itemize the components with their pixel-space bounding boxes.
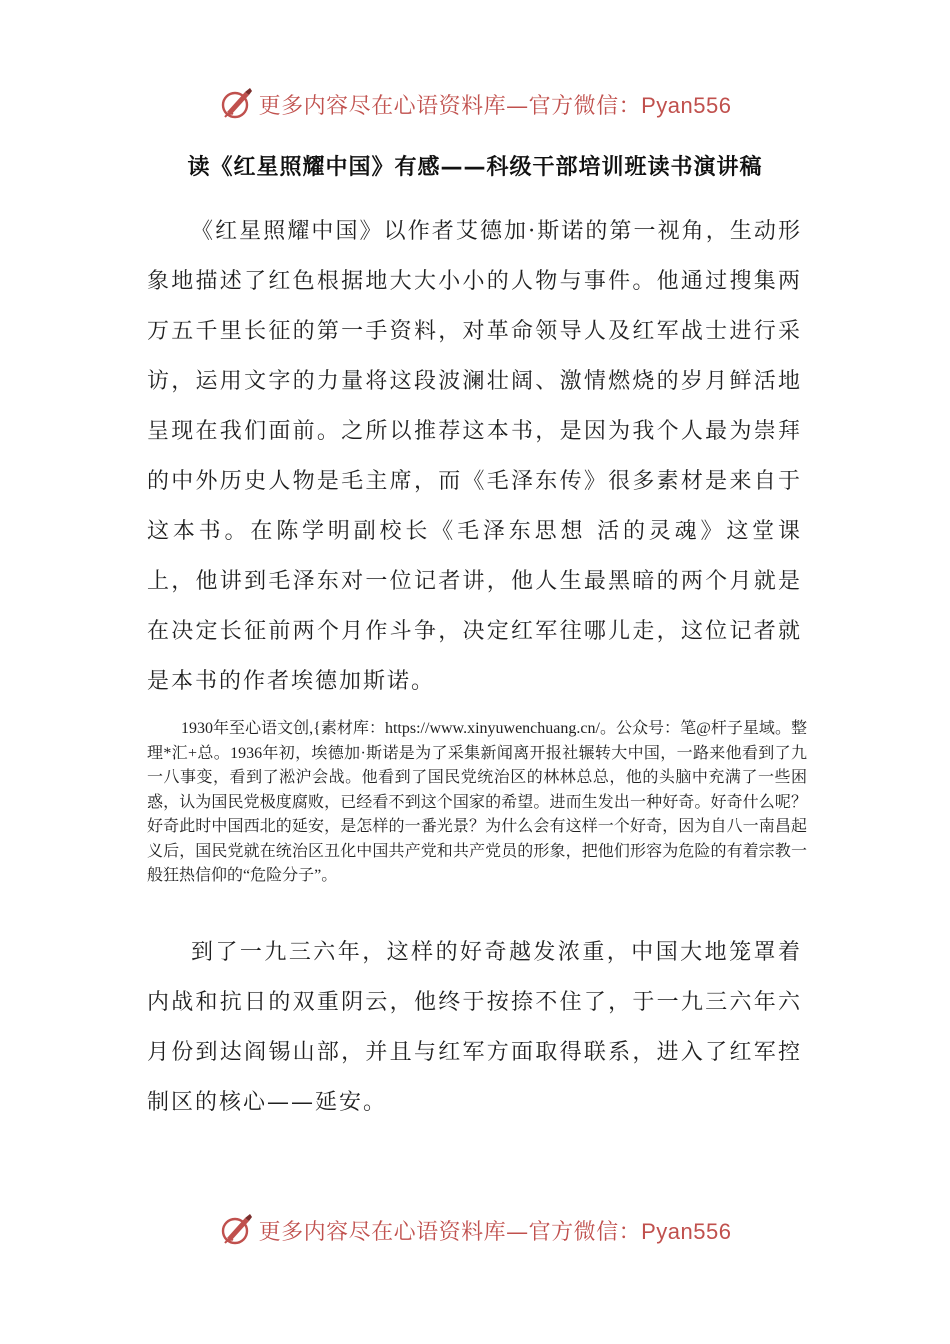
pen-brush-logo-icon — [219, 86, 255, 122]
footer-banner — [0, 1208, 950, 1252]
paragraph-2: 1930年至心语文创,{素材库：https://www.xinyuwenchuang.cn/。公众号：笔@杆子星域。整理*汇+总。1936年初，埃德加·斯诺是为了采集新闻离开报社辗转大中国，一路来他看到了九一八事变，看到了淞沪会战。他看到了国民党统治区的林林总总，他的头脑中充满了一些困惑，认为国民党极度腐败，已经看不到这个国家的希望。进而生发出一种好奇。好奇什么呢？好奇此时中国西北的延安，是怎样的一番光景？为什么会有这样一个好奇，因为自八一南昌起义后，国民党就在统治区丑化中国共产党和共产党员的形象，把他们形容为危险的有着宗教一般狂热信仰的“危险分子”。 — [147, 720, 807, 884]
header-wechat-id: Pyan556 — [641, 92, 732, 118]
header-banner-text: 更多内容尽在心语资料库—官方微信： — [258, 93, 642, 119]
document-title: 读《红星照耀中国》有感——科级干部培训班读书演讲稿 — [187, 155, 763, 180]
footer-banner-text: 更多内容尽在心语资料库—官方微信： — [258, 1219, 642, 1245]
footer-wechat-id: Pyan556 — [641, 1218, 732, 1244]
pen-brush-logo-icon — [219, 1212, 255, 1248]
paragraph-1: 《红星照耀中国》以作者艾德加·斯诺的第一视角，生动形象地描述了红色根据地大大小小的人物与事件。他通过搜集两万五千里长征的第一手资料，对革命领导人及红军战士进行采访，运用文字的力量将这段波澜壮阔、激情燃烧的岁月鲜活地呈现在我们面前。之所以推荐这本书，是因为我个人最为崇拜的中外历史人物是毛主席，而《毛泽东传》很多素材是来自于这本书。在陈学明副校长《毛泽东思想 活的灵魂》这堂课上，他讲到毛泽东对一位记者讲，他人生最黑暗的两个月就是在决定长征前两个月作斗争，决定红军往哪儿走，这位记者就是本书的作者埃德加斯诺。 — [147, 219, 802, 694]
paragraph-3: 到了一九三六年，这样的好奇越发浓重，中国大地笼罩着内战和抗日的双重阴云，他终于按捺不住了，于一九三六年六月份到达阎锡山部，并且与红军方面取得联系，进入了红军控制区的核心——延安。 — [147, 940, 802, 1115]
header-banner — [0, 82, 950, 126]
